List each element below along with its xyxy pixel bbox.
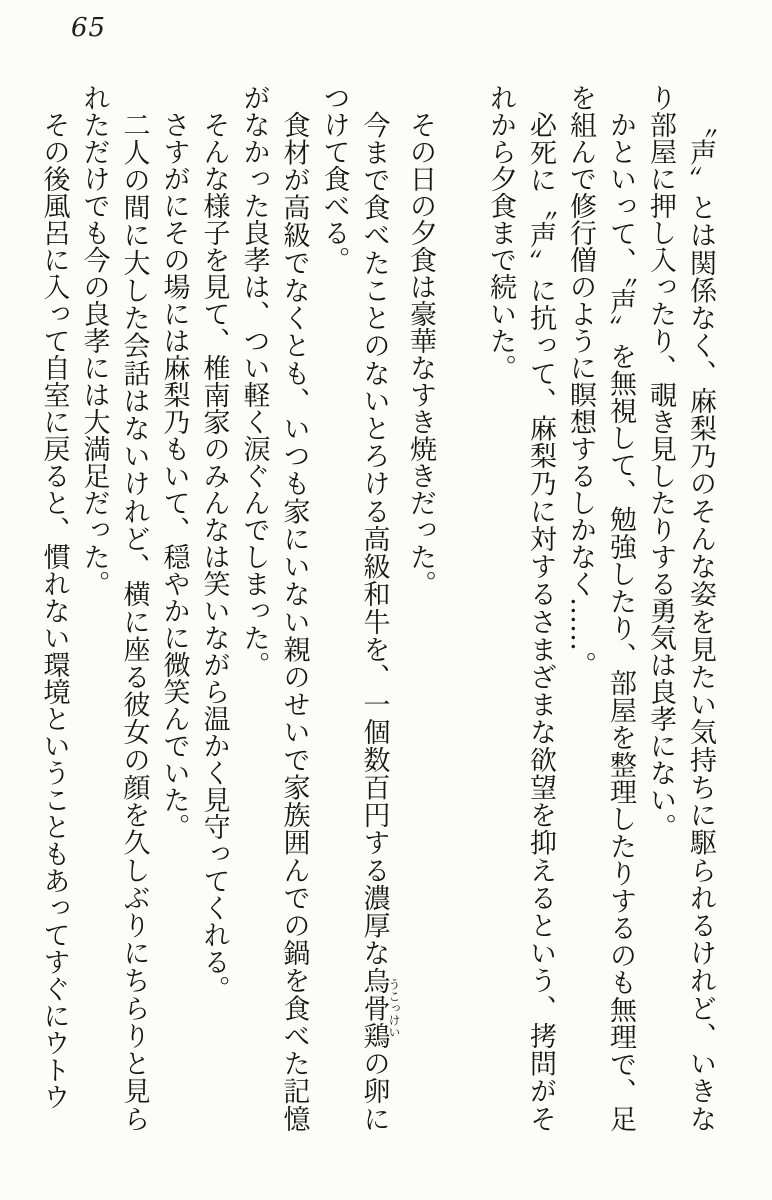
paragraph-voice-urge: 〝声〟とは関係なく、麻梨乃のそんな姿を見たい気持ちに駆られるけれど、いきなり部屋に押し入ったり、覗き見したりする勇気は良孝にない。 <box>645 84 716 1132</box>
paragraph-satisfaction: 二人の間に大した会話はないけれど、横に座る彼女の顔を久しぶりにちらりと見られただけでも今の良孝には大満足だった。 <box>78 84 150 1132</box>
section-pre-dinner <box>480 84 720 1132</box>
paragraph-wagyu-egg <box>314 84 401 1132</box>
section-dinner <box>34 84 441 1132</box>
paragraph-torment: 必死に〝声〟に抗って、麻梨乃に対するさまざまな欲望を抑えるという、拷問がそれから夕食まで続いた。 <box>485 84 556 1132</box>
paragraph-tears: 食材が高級でなくとも、いつも家にいない親のせいで家族囲んでの鍋を食べた記憶がなかった良孝は、つい軽く涙ぐんでしまった。 <box>238 84 310 1132</box>
paragraph-marino-smile: さすがにその場には麻梨乃もいて、穏やかに微笑んでいた。 <box>158 111 190 840</box>
wagyu-text-after-ruby: の卵につけて食べる。 <box>318 84 390 1133</box>
paragraph-family-warmth: そんな様子を見て、椎南家のみんなは笑いながら温かく見守ってくれる。 <box>198 111 230 1002</box>
ruby-base-ukokkei: 烏骨鶏 <box>358 966 390 1050</box>
ruby-furigana-ukokkei: うこっけい <box>387 966 401 1050</box>
paragraph-bath-drowsy: その後風呂に入って自室に戻ると、慣れない環境ということもあってすぐにウトウ <box>38 111 70 1110</box>
wagyu-text-before-ruby: 今まで食べたことのないとろける高級和牛を、一個数百円する濃厚な <box>358 111 390 967</box>
paragraph-sukiyaki: その日の夕食は豪華なすき焼きだった。 <box>405 111 436 597</box>
paragraph-meditation: かといって、〝声〟を無視して、勉強したり、部屋を整理したりするのも無理で、足を組んで修行僧のように瞑想するしかなく……。 <box>565 84 636 1133</box>
page-number: 65 <box>71 13 107 43</box>
ruby-ukokkei <box>358 966 401 1050</box>
vertical-text-block <box>34 84 721 1132</box>
